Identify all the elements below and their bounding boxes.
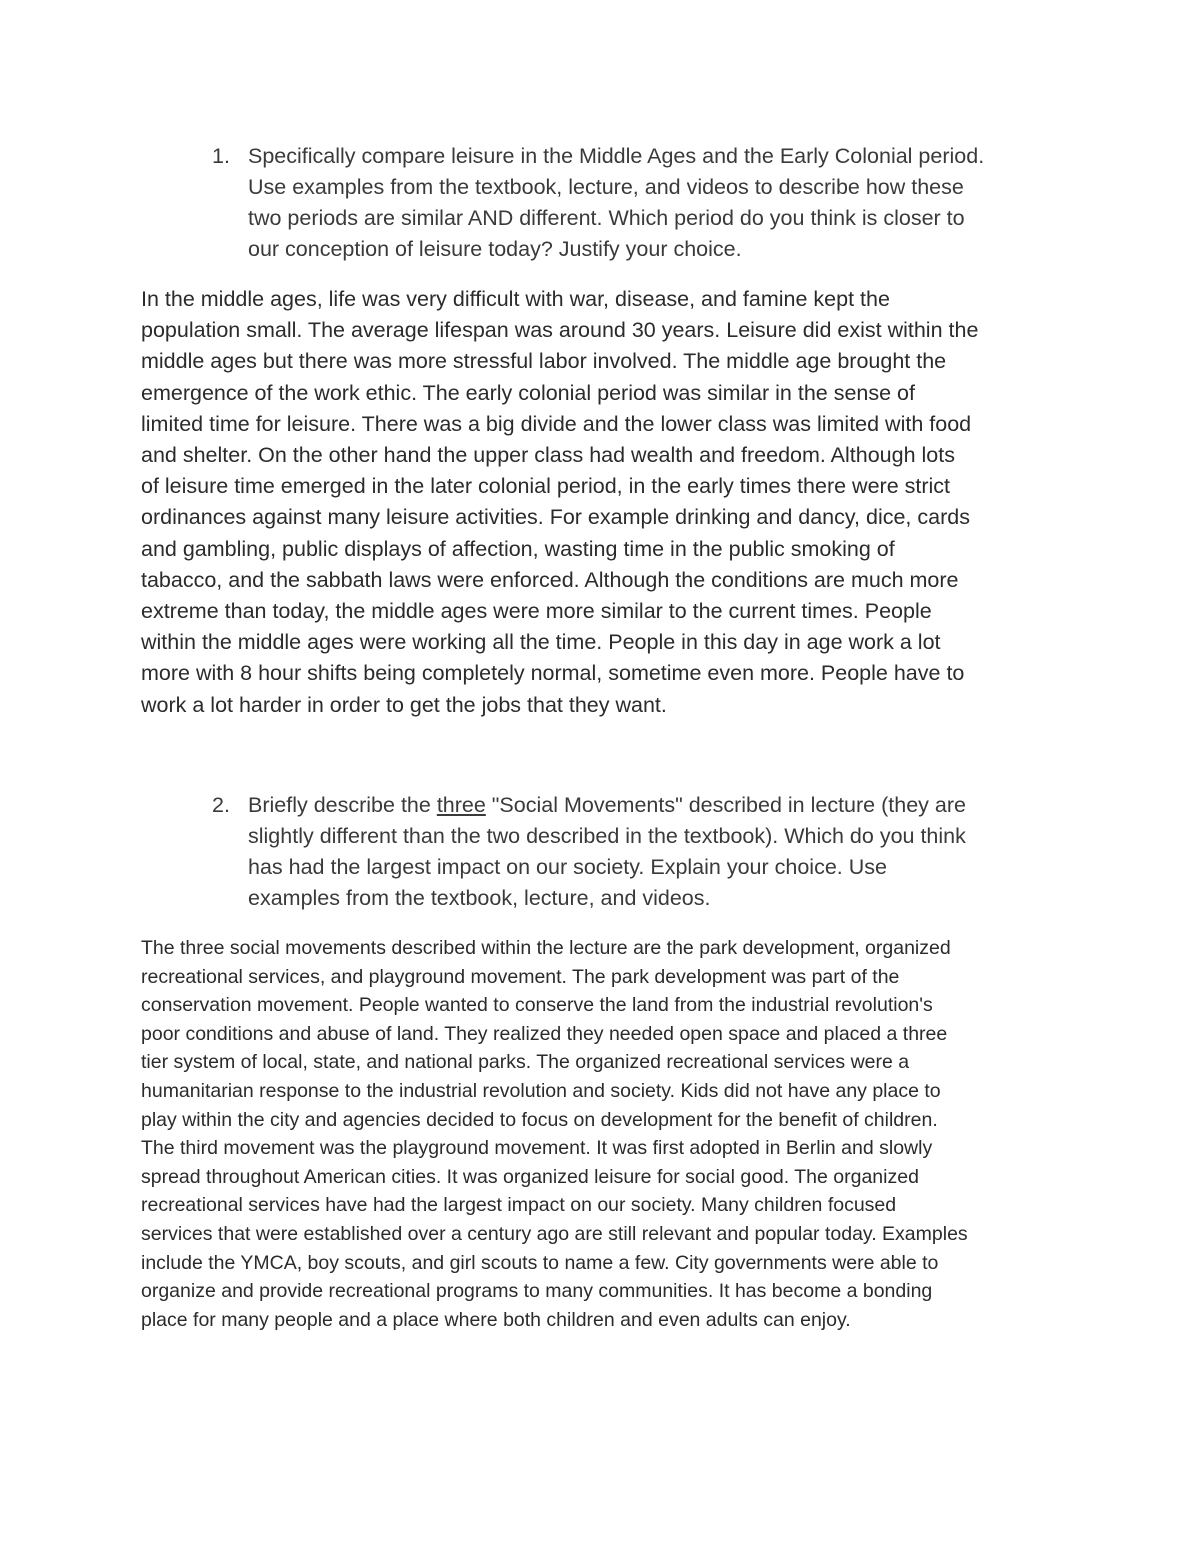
answer-line: spread throughout American cities. It was organized leisure for social good. The organized (141, 1165, 919, 1188)
question-text (248, 141, 1060, 265)
answer-line: and gambling, public displays of affection, wasting time in the public smoking of (141, 536, 895, 561)
question-line: examples from the textbook, lecture, and videos. (248, 886, 711, 910)
question-number: 2. (212, 793, 230, 817)
answer-line: conservation movement. People wanted to conserve the land from the industrial revolution's (141, 994, 933, 1017)
answer-line: In the middle ages, life was very difficult with war, disease, and famine kept the (141, 287, 890, 311)
question-line (248, 790, 1060, 821)
answer-line: recreational services, and playground movement. The park development was part of the (141, 965, 900, 988)
question-line: slightly different than the two described in the textbook). Which do you think (248, 824, 966, 848)
question-line-post: "Social Movements" described in lecture (they are (485, 793, 966, 817)
question-line: Specifically compare leisure in the Middle Ages and the Early Colonial period. (248, 144, 985, 168)
answer-line: emergence of the work ethic. The early colonial period was similar in the sense of (141, 380, 915, 405)
answer-line: and shelter. On the other hand the upper class had wealth and freedom. Although lots (141, 443, 955, 468)
answer-line: extreme than today, the middle ages were more similar to the current times. People (141, 599, 932, 624)
answer-line: work a lot harder in order to get the jobs that they want. (141, 692, 667, 717)
question-text (248, 790, 1060, 914)
answer-line: poor conditions and abuse of land. They realized they needed open space and placed a three (141, 1022, 948, 1045)
underlined-word: three (436, 793, 486, 817)
answer-line: include the YMCA, boy scouts, and girl scouts to name a few. City governments were able to (141, 1251, 939, 1274)
answer-line: of leisure time emerged in the later colonial period, in the early times there were strict (141, 474, 951, 499)
answer-line: middle ages but there was more stressful labor involved. The middle age brought the (141, 349, 947, 374)
question-line-pre: Briefly describe the (248, 793, 437, 817)
question-line: has had the largest impact on our society. Explain your choice. Use (248, 855, 887, 879)
answer-line: The three social movements described within the lecture are the park development, organized (141, 937, 951, 959)
question-number: 1. (212, 144, 230, 168)
answer-line: humanitarian response to the industrial revolution and society. Kids did not have any place to (141, 1079, 941, 1102)
answer-line: The third movement was the playground movement. It was first adopted in Berlin and slowly (141, 1137, 933, 1160)
answer-line: ordinances against many leisure activities. For example drinking and dancy, dice, cards (141, 505, 970, 530)
question-line: Use examples from the textbook, lecture, and videos to describe how these (248, 175, 964, 199)
answer-line: more with 8 hour shifts being completely normal, sometime even more. People have to (141, 661, 965, 686)
answer-line: organize and provide recreational programs to many communities. It has become a bonding (141, 1280, 933, 1303)
question-line: two periods are similar AND different. Which period do you think is closer to (248, 206, 965, 230)
answer-line: play within the city and agencies decided to focus on development for the benefit of children. (141, 1108, 938, 1131)
answer-1 (141, 284, 1071, 721)
answer-line: tier system of local, state, and national parks. The organized recreational services were a (141, 1051, 910, 1074)
answer-line: population small. The average lifespan was around 30 years. Leisure did exist within the (141, 318, 979, 343)
answer-line: services that were established over a century ago are still relevant and popular today. Examples (141, 1222, 968, 1245)
question-line: our conception of leisure today? Justify your choice. (248, 237, 742, 261)
answer-line: limited time for leisure. There was a big divide and the lower class was limited with food (141, 411, 972, 436)
answer-line: place for many people and a place where both children and even adults can enjoy. (141, 1308, 851, 1331)
answer-line: within the middle ages were working all the time. People in this day in age work a lot (141, 630, 941, 655)
answer-line: tabacco, and the sabbath laws were enforced. Although the conditions are much more (141, 567, 959, 592)
answer-line: recreational services have had the largest impact on our society. Many children focused (141, 1194, 897, 1217)
answer-2 (141, 934, 1071, 1334)
